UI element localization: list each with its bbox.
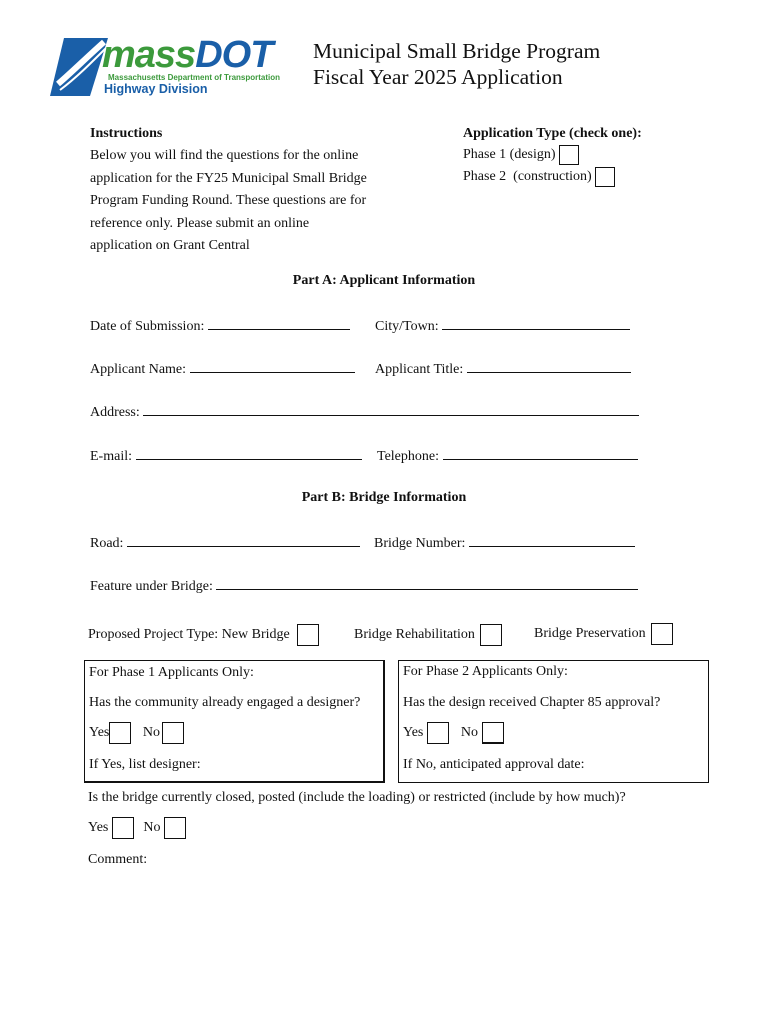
date-of-submission-field[interactable] (208, 316, 350, 330)
feature-under-bridge-field[interactable] (216, 576, 638, 590)
closure-question: Is the bridge currently closed, posted (include the loading) or restricted (include by how much)? (88, 790, 626, 805)
feature-under-bridge-label: Feature under Bridge: (90, 579, 213, 594)
brand-name-dot: DOT (195, 34, 273, 76)
instructions-line: application for the FY25 Municipal Small Bridge (90, 170, 367, 186)
road-row (90, 533, 360, 552)
application-type-heading: Application Type (check one): (463, 126, 642, 141)
closure-yes-label: Yes (88, 820, 109, 835)
road-icon (50, 36, 110, 98)
telephone-label: Telephone: (377, 449, 439, 464)
address-row (90, 402, 639, 421)
email-row (90, 446, 362, 465)
brand-subtitle: Massachusetts Department of Transportation (108, 73, 281, 82)
city-town-row (375, 316, 630, 335)
city-town-field[interactable] (442, 316, 630, 330)
project-type-label: Proposed Project Type: (88, 627, 219, 642)
option-phase1 (463, 145, 579, 165)
rehab-row (354, 624, 502, 646)
applicant-title-label: Applicant Title: (375, 362, 464, 377)
phase1-checkbox[interactable] (559, 145, 579, 165)
bridge-number-label: Bridge Number: (374, 536, 466, 551)
instructions-line: application on Grant Central (90, 238, 250, 253)
comment-label: Comment: (88, 852, 148, 867)
telephone-field[interactable] (443, 446, 638, 460)
bridge-preservation-checkbox[interactable] (651, 623, 673, 645)
phase2-followup: If No, anticipated approval date: (403, 757, 585, 772)
bridge-number-row (374, 533, 635, 552)
phase2-yes-no (403, 722, 504, 744)
city-town-label: City/Town: (375, 319, 439, 334)
phase2-no-checkbox[interactable] (482, 722, 504, 744)
closure-no-label: No (143, 820, 161, 835)
massdot-logo (50, 36, 300, 98)
bridge-preservation-label: Bridge Preservation (534, 626, 646, 641)
bridge-number-field[interactable] (469, 533, 635, 547)
document-title (313, 38, 600, 90)
instructions-heading: Instructions (90, 126, 163, 141)
applicant-name-row (90, 359, 355, 378)
instructions-line: Program Funding Round. These questions are for (90, 193, 367, 208)
phase2-box (398, 660, 709, 783)
phase1-title: For Phase 1 Applicants Only: (89, 665, 254, 680)
phase2-title: For Phase 2 Applicants Only: (403, 664, 568, 679)
option-phase1-label: Phase 1 (design) (463, 147, 556, 162)
email-label: E-mail: (90, 449, 132, 464)
applicant-name-label: Applicant Name: (90, 362, 187, 377)
telephone-row (377, 446, 638, 465)
brand-division: Highway Division (104, 82, 208, 96)
date-of-submission-row (90, 316, 350, 335)
new-bridge-label: New Bridge (221, 627, 290, 642)
part-b-heading: Part B: Bridge Information (301, 490, 467, 505)
address-label: Address: (90, 405, 140, 420)
phase1-no-checkbox[interactable] (162, 722, 184, 744)
closure-no-checkbox[interactable] (164, 817, 186, 839)
instructions-line: reference only. Please submit an online (90, 215, 310, 231)
applicant-name-field[interactable] (190, 359, 355, 373)
title-line-2: Fiscal Year 2025 Application (313, 65, 563, 89)
bridge-rehabilitation-checkbox[interactable] (480, 624, 502, 646)
phase1-yes-no (89, 722, 184, 744)
part-a-heading: Part A: Applicant Information (292, 273, 476, 288)
phase2-question: Has the design received Chapter 85 approval? (403, 695, 661, 710)
feature-under-bridge-row (90, 576, 638, 595)
phase2-no-label: No (460, 725, 478, 740)
road-label: Road: (90, 536, 124, 551)
new-bridge-checkbox[interactable] (297, 624, 319, 646)
road-field[interactable] (127, 533, 360, 547)
email-field[interactable] (136, 446, 362, 460)
title-line-1: Municipal Small Bridge Program (313, 39, 601, 63)
phase1-no-label: No (142, 725, 160, 740)
address-field[interactable] (143, 402, 639, 416)
brand-name-mass: mass (102, 34, 196, 76)
phase2-yes-checkbox[interactable] (427, 722, 449, 744)
applicant-title-field[interactable] (467, 359, 631, 373)
comment-area[interactable] (88, 872, 708, 992)
bridge-rehabilitation-label: Bridge Rehabilitation (354, 627, 475, 642)
phase2-checkbox[interactable] (595, 167, 615, 187)
closure-yes-no (88, 817, 186, 839)
project-type-row (88, 624, 319, 646)
option-phase2 (463, 167, 615, 187)
phase1-question: Has the community already engaged a designer? (89, 695, 361, 710)
instructions-body (90, 145, 390, 258)
phase2-yes-label: Yes (403, 725, 424, 740)
preservation-row (534, 623, 673, 645)
phase1-yes-label: Yes (89, 725, 110, 740)
option-phase2-label: Phase 2 (construction) (463, 169, 592, 184)
applicant-title-row (375, 359, 631, 378)
phase1-followup: If Yes, list designer: (89, 757, 201, 772)
phase1-box (84, 660, 385, 783)
instructions-line: Below you will find the questions for the online (90, 148, 359, 163)
closure-yes-checkbox[interactable] (112, 817, 134, 839)
phase1-yes-checkbox[interactable] (109, 722, 131, 744)
date-of-submission-label: Date of Submission: (90, 319, 205, 334)
